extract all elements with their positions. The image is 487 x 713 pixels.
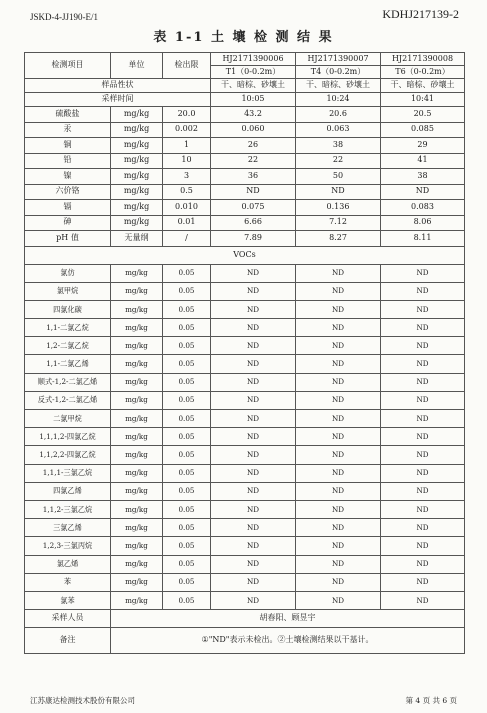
item-limit: 0.05 xyxy=(163,555,211,573)
result-value: ND xyxy=(211,337,296,355)
row-sample-properties xyxy=(25,79,465,93)
item-unit: mg/kg xyxy=(111,482,163,500)
item-limit: 3 xyxy=(163,169,211,185)
table-row xyxy=(25,138,465,154)
result-value: ND xyxy=(381,410,465,428)
item-unit: mg/kg xyxy=(111,591,163,609)
result-value: ND xyxy=(296,500,381,518)
table-row xyxy=(25,282,465,300)
item-limit: 0.05 xyxy=(163,337,211,355)
item-limit: 0.05 xyxy=(163,300,211,318)
item-name: 1,1-二氯乙烷 xyxy=(25,319,111,337)
item-name: 氯乙烯 xyxy=(25,555,111,573)
item-unit: mg/kg xyxy=(111,184,163,200)
sampling-time: 10:41 xyxy=(381,93,465,107)
result-value: ND xyxy=(211,184,296,200)
table-row xyxy=(25,410,465,428)
table-row xyxy=(25,391,465,409)
item-unit: mg/kg xyxy=(111,200,163,216)
result-value: ND xyxy=(296,264,381,282)
remarks-value: ①"ND"表示未检出。②土壤检测结果以干基计。 xyxy=(111,628,465,654)
result-value: ND xyxy=(211,482,296,500)
result-value: 38 xyxy=(296,138,381,154)
result-value: ND xyxy=(381,337,465,355)
result-value: ND xyxy=(381,573,465,591)
table-title: 表 1-1 土 壤 检 测 结 果 xyxy=(153,30,334,45)
result-value: ND xyxy=(381,282,465,300)
sample-id: HJ2171390007 xyxy=(296,53,381,66)
item-name: 顺式-1,2-二氯乙烯 xyxy=(25,373,111,391)
result-value: ND xyxy=(211,319,296,337)
table-row xyxy=(25,153,465,169)
item-unit: mg/kg xyxy=(111,410,163,428)
result-value: ND xyxy=(296,428,381,446)
row-remarks xyxy=(25,628,465,654)
item-name: 汞 xyxy=(25,122,111,138)
result-value: ND xyxy=(381,591,465,609)
report-number: KDHJ217139-2 xyxy=(382,7,459,21)
item-name: 1,1,2-三氯乙烷 xyxy=(25,500,111,518)
result-value: ND xyxy=(211,500,296,518)
samplers-value: 胡春阳、顾昱宇 xyxy=(111,610,465,628)
result-value: ND xyxy=(381,464,465,482)
sampling-time-label: 采样时间 xyxy=(25,93,211,107)
item-limit: 0.5 xyxy=(163,184,211,200)
item-limit: 0.05 xyxy=(163,428,211,446)
item-name: 硫酸盐 xyxy=(25,107,111,123)
result-value: 22 xyxy=(211,153,296,169)
result-value: ND xyxy=(381,519,465,537)
result-value: ND xyxy=(211,464,296,482)
sample-properties: 干、暗棕、砂壤土 xyxy=(381,79,465,93)
item-limit: 0.05 xyxy=(163,319,211,337)
item-name: 1,1-二氯乙烯 xyxy=(25,355,111,373)
row-vocs-section xyxy=(25,246,465,264)
col-header-unit: 单位 xyxy=(111,53,163,79)
result-value: 7.89 xyxy=(211,231,296,247)
result-value: 0.083 xyxy=(381,200,465,216)
row-samplers xyxy=(25,610,465,628)
result-value: 38 xyxy=(381,169,465,185)
item-unit: mg/kg xyxy=(111,215,163,231)
item-limit: 0.05 xyxy=(163,446,211,464)
sample-properties: 干、暗棕、砂壤土 xyxy=(211,79,296,93)
item-limit: 0.05 xyxy=(163,264,211,282)
item-name: 氯甲烷 xyxy=(25,282,111,300)
result-value: ND xyxy=(211,391,296,409)
result-value: 22 xyxy=(296,153,381,169)
item-unit: mg/kg xyxy=(111,391,163,409)
result-value: 0.136 xyxy=(296,200,381,216)
result-value: ND xyxy=(211,282,296,300)
table-row xyxy=(25,373,465,391)
result-value: 6.66 xyxy=(211,215,296,231)
result-value: ND xyxy=(296,410,381,428)
item-limit: 0.05 xyxy=(163,573,211,591)
table-row xyxy=(25,519,465,537)
result-value: ND xyxy=(381,482,465,500)
result-value: 0.060 xyxy=(211,122,296,138)
item-name: 1,1,1-三氯乙烷 xyxy=(25,464,111,482)
item-limit: 0.05 xyxy=(163,537,211,555)
result-value: 0.063 xyxy=(296,122,381,138)
result-value: 0.085 xyxy=(381,122,465,138)
sample-id: HJ2171390008 xyxy=(381,53,465,66)
item-unit: mg/kg xyxy=(111,500,163,518)
sample-properties: 干、暗棕、砂壤土 xyxy=(296,79,381,93)
item-name: 氯仿 xyxy=(25,264,111,282)
table-row xyxy=(25,428,465,446)
item-unit: mg/kg xyxy=(111,464,163,482)
item-name: 1,2,3-三氯丙烷 xyxy=(25,537,111,555)
item-name: 1,2-二氯乙烷 xyxy=(25,337,111,355)
result-value: ND xyxy=(211,573,296,591)
table-row xyxy=(25,446,465,464)
result-value: ND xyxy=(296,319,381,337)
table-row xyxy=(25,184,465,200)
item-name: 四氯乙烯 xyxy=(25,482,111,500)
item-unit: mg/kg xyxy=(111,537,163,555)
table-row xyxy=(25,215,465,231)
result-value: ND xyxy=(211,537,296,555)
results-table xyxy=(24,52,465,654)
item-name: 铅 xyxy=(25,153,111,169)
item-limit: 0.01 xyxy=(163,215,211,231)
item-unit: mg/kg xyxy=(111,282,163,300)
result-value: ND xyxy=(296,184,381,200)
result-value: ND xyxy=(296,391,381,409)
item-name: 苯 xyxy=(25,573,111,591)
table-row xyxy=(25,482,465,500)
result-value: 20.6 xyxy=(296,107,381,123)
item-limit: 0.05 xyxy=(163,410,211,428)
item-limit: 0.05 xyxy=(163,519,211,537)
table-row xyxy=(25,319,465,337)
item-limit: 0.05 xyxy=(163,464,211,482)
sample-properties-label: 样品性状 xyxy=(25,79,211,93)
item-unit: mg/kg xyxy=(111,355,163,373)
result-value: 0.075 xyxy=(211,200,296,216)
item-unit: mg/kg xyxy=(111,300,163,318)
item-name: 氯苯 xyxy=(25,591,111,609)
vocs-section-label: VOCs xyxy=(25,246,465,264)
item-name: 二氯甲烷 xyxy=(25,410,111,428)
table-row xyxy=(25,500,465,518)
result-value: ND xyxy=(381,300,465,318)
result-value: ND xyxy=(211,591,296,609)
result-value: ND xyxy=(296,537,381,555)
sampling-time: 10:24 xyxy=(296,93,381,107)
table-row xyxy=(25,573,465,591)
result-value: ND xyxy=(381,555,465,573)
item-limit: 0.05 xyxy=(163,500,211,518)
item-unit: mg/kg xyxy=(111,122,163,138)
table-row xyxy=(25,555,465,573)
result-value: ND xyxy=(296,446,381,464)
item-limit: 0.010 xyxy=(163,200,211,216)
item-unit: mg/kg xyxy=(111,519,163,537)
item-limit: 20.0 xyxy=(163,107,211,123)
result-value: ND xyxy=(381,319,465,337)
company-name: 江苏康达检测技术股份有限公司 xyxy=(30,696,135,705)
result-value: ND xyxy=(296,337,381,355)
item-limit: 0.05 xyxy=(163,482,211,500)
result-value: 50 xyxy=(296,169,381,185)
item-limit: 0.002 xyxy=(163,122,211,138)
result-value: 36 xyxy=(211,169,296,185)
result-value: ND xyxy=(296,591,381,609)
table-row xyxy=(25,264,465,282)
result-value: ND xyxy=(211,519,296,537)
result-value: ND xyxy=(211,555,296,573)
result-value: ND xyxy=(381,537,465,555)
result-value: 20.5 xyxy=(381,107,465,123)
sample-location: T6（0-0.2m） xyxy=(381,66,465,79)
result-value: ND xyxy=(296,282,381,300)
item-name: 四氯化碳 xyxy=(25,300,111,318)
item-unit: mg/kg xyxy=(111,107,163,123)
item-limit: 1 xyxy=(163,138,211,154)
result-value: ND xyxy=(296,573,381,591)
table-row xyxy=(25,122,465,138)
result-value: 29 xyxy=(381,138,465,154)
item-limit: 0.05 xyxy=(163,373,211,391)
table-row xyxy=(25,300,465,318)
sample-location: T1（0-0.2m） xyxy=(211,66,296,79)
sampling-time: 10:05 xyxy=(211,93,296,107)
result-value: ND xyxy=(211,428,296,446)
result-value: ND xyxy=(296,464,381,482)
table-row xyxy=(25,537,465,555)
item-unit: mg/kg xyxy=(111,319,163,337)
result-value: 8.27 xyxy=(296,231,381,247)
result-value: ND xyxy=(296,373,381,391)
table-row xyxy=(25,169,465,185)
item-unit: mg/kg xyxy=(111,428,163,446)
item-unit: mg/kg xyxy=(111,373,163,391)
item-name: 反式-1,2-二氯乙烯 xyxy=(25,391,111,409)
result-value: ND xyxy=(211,355,296,373)
result-value: ND xyxy=(381,373,465,391)
page-number: 第 4 页 共 6 页 xyxy=(405,696,457,705)
result-value: 41 xyxy=(381,153,465,169)
item-limit: / xyxy=(163,231,211,247)
item-name: 三氯乙烯 xyxy=(25,519,111,537)
result-value: ND xyxy=(296,555,381,573)
item-unit: mg/kg xyxy=(111,264,163,282)
item-unit: 无量纲 xyxy=(111,231,163,247)
table-row xyxy=(25,591,465,609)
sample-location: T4（0-0.2m） xyxy=(296,66,381,79)
item-name: 1,1,1,2-四氯乙烷 xyxy=(25,428,111,446)
table-row xyxy=(25,107,465,123)
table-row xyxy=(25,355,465,373)
item-unit: mg/kg xyxy=(111,169,163,185)
item-name: 1,1,2,2-四氯乙烷 xyxy=(25,446,111,464)
table-row xyxy=(25,200,465,216)
result-value: 43.2 xyxy=(211,107,296,123)
result-value: ND xyxy=(381,446,465,464)
result-value: ND xyxy=(296,355,381,373)
result-value: 8.06 xyxy=(381,215,465,231)
sample-id: HJ2171390006 xyxy=(211,53,296,66)
item-unit: mg/kg xyxy=(111,446,163,464)
result-value: ND xyxy=(211,410,296,428)
result-value: 26 xyxy=(211,138,296,154)
item-name: 镉 xyxy=(25,200,111,216)
item-limit: 0.05 xyxy=(163,282,211,300)
result-value: ND xyxy=(296,300,381,318)
item-name: 六价铬 xyxy=(25,184,111,200)
result-value: ND xyxy=(211,446,296,464)
result-value: ND xyxy=(211,300,296,318)
col-header-limit: 检出限 xyxy=(163,53,211,79)
result-value: ND xyxy=(296,482,381,500)
doc-code: JSKD-4-JJ190-E/1 xyxy=(30,12,99,22)
item-unit: mg/kg xyxy=(111,573,163,591)
result-value: ND xyxy=(381,264,465,282)
item-unit: mg/kg xyxy=(111,555,163,573)
item-unit: mg/kg xyxy=(111,153,163,169)
item-name: 砷 xyxy=(25,215,111,231)
item-limit: 0.05 xyxy=(163,591,211,609)
table-row xyxy=(25,464,465,482)
item-name: 铜 xyxy=(25,138,111,154)
item-limit: 10 xyxy=(163,153,211,169)
item-unit: mg/kg xyxy=(111,138,163,154)
result-value: ND xyxy=(381,184,465,200)
item-unit: mg/kg xyxy=(111,337,163,355)
result-value: ND xyxy=(211,373,296,391)
result-value: ND xyxy=(381,391,465,409)
samplers-label: 采样人员 xyxy=(25,610,111,628)
result-value: ND xyxy=(381,355,465,373)
header-row-id xyxy=(25,53,465,66)
remarks-label: 备注 xyxy=(25,628,111,654)
item-limit: 0.05 xyxy=(163,391,211,409)
result-value: ND xyxy=(296,519,381,537)
result-value: ND xyxy=(381,428,465,446)
table-row xyxy=(25,337,465,355)
item-name: 镍 xyxy=(25,169,111,185)
row-sampling-time xyxy=(25,93,465,107)
result-value: 8.11 xyxy=(381,231,465,247)
item-limit: 0.05 xyxy=(163,355,211,373)
table-row xyxy=(25,231,465,247)
item-name: pH 值 xyxy=(25,231,111,247)
col-header-item: 检测项目 xyxy=(25,53,111,79)
result-value: 7.12 xyxy=(296,215,381,231)
result-value: ND xyxy=(211,264,296,282)
result-value: ND xyxy=(381,500,465,518)
